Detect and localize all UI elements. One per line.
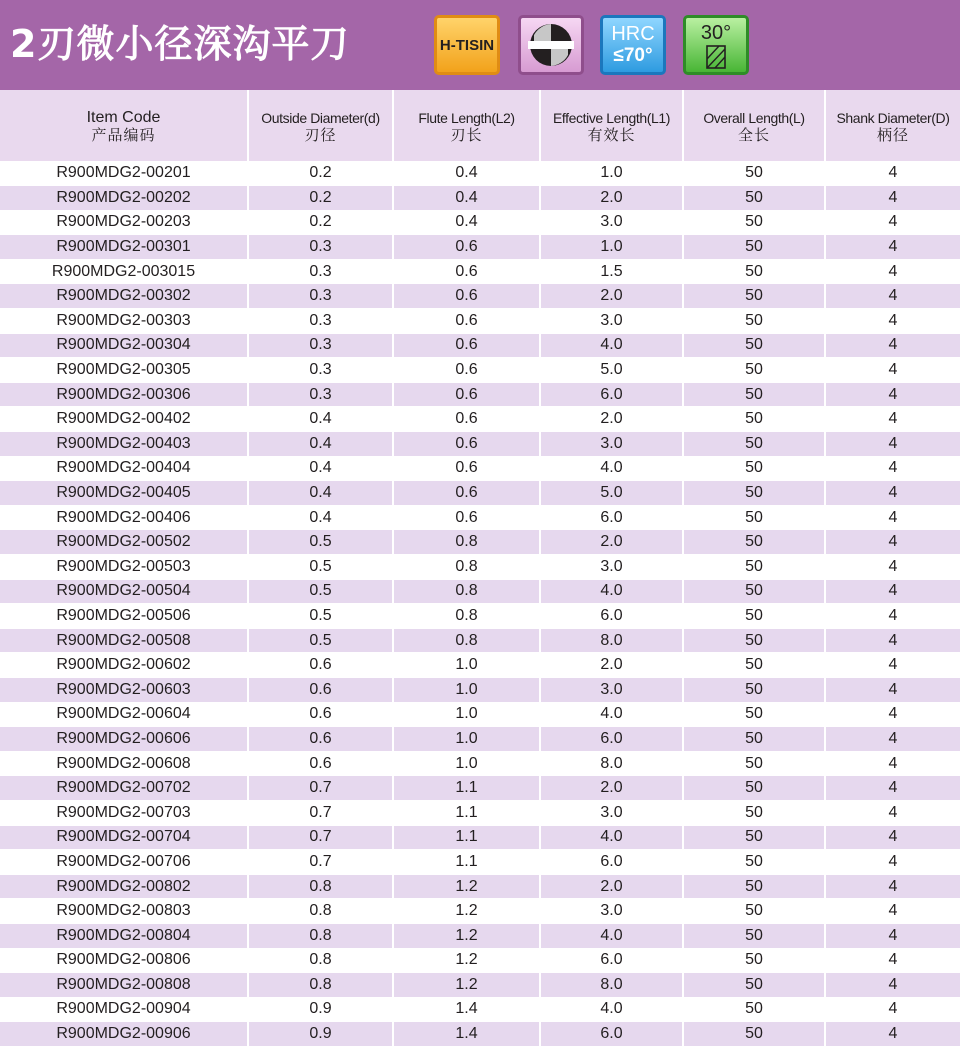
table-row bbox=[0, 432, 960, 457]
flute-length-cell: 0.6 bbox=[393, 407, 540, 432]
effective-length-cell: 4.0 bbox=[540, 456, 683, 481]
table-row bbox=[0, 309, 960, 334]
table-row bbox=[0, 628, 960, 653]
outside-diameter-cell: 0.6 bbox=[248, 751, 393, 776]
outside-diameter-cell: 0.7 bbox=[248, 850, 393, 875]
outside-diameter-cell: 0.5 bbox=[248, 555, 393, 580]
flute-length-cell: 1.0 bbox=[393, 653, 540, 678]
item-code-cell: R900MDG2-00804 bbox=[0, 923, 248, 948]
overall-length-cell: 50 bbox=[683, 997, 825, 1022]
shank-diameter-cell: 4 bbox=[825, 407, 960, 432]
flute-length-cell: 1.2 bbox=[393, 899, 540, 924]
overall-length-cell: 50 bbox=[683, 530, 825, 555]
effective-length-cell: 6.0 bbox=[540, 948, 683, 973]
helix-angle-badge bbox=[683, 15, 749, 75]
item-code-cell: R900MDG2-00704 bbox=[0, 825, 248, 850]
overall-length-cell: 50 bbox=[683, 579, 825, 604]
flute-length-cell: 1.1 bbox=[393, 800, 540, 825]
shank-diameter-cell: 4 bbox=[825, 1022, 960, 1047]
effective-length-cell: 4.0 bbox=[540, 333, 683, 358]
table-row bbox=[0, 997, 960, 1022]
flute-length-cell: 0.4 bbox=[393, 210, 540, 235]
effective-length-cell: 1.0 bbox=[540, 235, 683, 260]
flute-length-cell: 0.8 bbox=[393, 530, 540, 555]
item-code-cell: R900MDG2-00502 bbox=[0, 530, 248, 555]
effective-length-cell: 3.0 bbox=[540, 555, 683, 580]
overall-length-cell: 50 bbox=[683, 259, 825, 284]
item-code-cell: R900MDG2-00305 bbox=[0, 358, 248, 383]
effective-length-cell: 6.0 bbox=[540, 505, 683, 530]
table-row bbox=[0, 333, 960, 358]
shank-diameter-cell: 4 bbox=[825, 579, 960, 604]
header-label-cn: 有效长 bbox=[587, 127, 636, 144]
effective-length-cell: 2.0 bbox=[540, 776, 683, 801]
flute-length-cell: 0.6 bbox=[393, 235, 540, 260]
outside-diameter-cell: 0.8 bbox=[248, 923, 393, 948]
outside-diameter-cell: 0.4 bbox=[248, 505, 393, 530]
hrc-value: ≤70° bbox=[613, 45, 653, 66]
table-row bbox=[0, 407, 960, 432]
flute-length-cell: 0.4 bbox=[393, 161, 540, 186]
table-row bbox=[0, 505, 960, 530]
outside-diameter-cell: 0.6 bbox=[248, 727, 393, 752]
flute-length-cell: 1.0 bbox=[393, 677, 540, 702]
overall-length-header bbox=[683, 90, 825, 161]
header-label-en: Outside Diameter(d) bbox=[261, 110, 380, 126]
overall-length-cell: 50 bbox=[683, 555, 825, 580]
flute-length-cell: 1.1 bbox=[393, 776, 540, 801]
flute-length-cell: 0.6 bbox=[393, 456, 540, 481]
item-code-cell: R900MDG2-00703 bbox=[0, 800, 248, 825]
table-row bbox=[0, 259, 960, 284]
item-code-cell: R900MDG2-00802 bbox=[0, 874, 248, 899]
flute-length-cell: 1.2 bbox=[393, 973, 540, 998]
outside-diameter-cell: 0.3 bbox=[248, 309, 393, 334]
effective-length-cell: 6.0 bbox=[540, 382, 683, 407]
shank-diameter-cell: 4 bbox=[825, 382, 960, 407]
shank-diameter-cell: 4 bbox=[825, 874, 960, 899]
outside-diameter-cell: 0.9 bbox=[248, 997, 393, 1022]
item-code-header bbox=[0, 90, 248, 161]
flute-length-cell: 0.6 bbox=[393, 382, 540, 407]
helix-flute-icon bbox=[705, 45, 727, 69]
hardness-badge bbox=[600, 15, 666, 75]
overall-length-cell: 50 bbox=[683, 677, 825, 702]
overall-length-cell: 50 bbox=[683, 235, 825, 260]
outside-diameter-cell: 0.4 bbox=[248, 481, 393, 506]
outside-diameter-cell: 0.7 bbox=[248, 825, 393, 850]
table-row bbox=[0, 186, 960, 211]
outside-diameter-cell: 0.4 bbox=[248, 432, 393, 457]
effective-length-cell: 3.0 bbox=[540, 432, 683, 457]
header-label-en: Effective Length(L1) bbox=[552, 110, 671, 126]
shank-diameter-cell: 4 bbox=[825, 186, 960, 211]
item-code-cell: R900MDG2-00303 bbox=[0, 309, 248, 334]
item-code-cell: R900MDG2-00603 bbox=[0, 677, 248, 702]
shank-diameter-cell: 4 bbox=[825, 210, 960, 235]
flute-length-cell: 1.2 bbox=[393, 874, 540, 899]
outside-diameter-cell: 0.6 bbox=[248, 702, 393, 727]
shank-diameter-cell: 4 bbox=[825, 456, 960, 481]
header-label-cn: 刃径 bbox=[304, 127, 337, 144]
shank-diameter-cell: 4 bbox=[825, 727, 960, 752]
header-label-cn: 产品编码 bbox=[91, 127, 156, 144]
table-row bbox=[0, 210, 960, 235]
overall-length-cell: 50 bbox=[683, 727, 825, 752]
outside-diameter-cell: 0.2 bbox=[248, 186, 393, 211]
item-code-cell: R900MDG2-00702 bbox=[0, 776, 248, 801]
overall-length-cell: 50 bbox=[683, 309, 825, 334]
outside-diameter-cell: 0.4 bbox=[248, 456, 393, 481]
outside-diameter-cell: 0.5 bbox=[248, 628, 393, 653]
overall-length-cell: 50 bbox=[683, 210, 825, 235]
effective-length-cell: 4.0 bbox=[540, 579, 683, 604]
item-code-cell: R900MDG2-00203 bbox=[0, 210, 248, 235]
shank-diameter-cell: 4 bbox=[825, 948, 960, 973]
table-header bbox=[0, 90, 960, 161]
header-label-cn: 全长 bbox=[737, 127, 770, 144]
outside-diameter-cell: 0.4 bbox=[248, 407, 393, 432]
outside-diameter-cell: 0.6 bbox=[248, 677, 393, 702]
effective-length-cell: 6.0 bbox=[540, 604, 683, 629]
table-row bbox=[0, 456, 960, 481]
overall-length-cell: 50 bbox=[683, 161, 825, 186]
effective-length-cell: 8.0 bbox=[540, 751, 683, 776]
flute-length-cell: 0.8 bbox=[393, 555, 540, 580]
title-banner bbox=[0, 0, 960, 90]
overall-length-cell: 50 bbox=[683, 923, 825, 948]
shank-diameter-cell: 4 bbox=[825, 973, 960, 998]
table-row bbox=[0, 579, 960, 604]
shank-diameter-cell: 4 bbox=[825, 161, 960, 186]
table-row bbox=[0, 284, 960, 309]
table-row bbox=[0, 973, 960, 998]
overall-length-cell: 50 bbox=[683, 776, 825, 801]
flute-length-cell: 1.2 bbox=[393, 948, 540, 973]
table-row bbox=[0, 530, 960, 555]
page-title: 2刃微小径深沟平刀 bbox=[10, 22, 350, 66]
overall-length-cell: 50 bbox=[683, 751, 825, 776]
outside-diameter-cell: 0.7 bbox=[248, 800, 393, 825]
outside-diameter-cell: 0.9 bbox=[248, 1022, 393, 1047]
overall-length-cell: 50 bbox=[683, 874, 825, 899]
table-row bbox=[0, 604, 960, 629]
table-row bbox=[0, 677, 960, 702]
table-row bbox=[0, 382, 960, 407]
flute-length-cell: 1.2 bbox=[393, 923, 540, 948]
item-code-cell: R900MDG2-00405 bbox=[0, 481, 248, 506]
flute-length-cell: 0.8 bbox=[393, 579, 540, 604]
outside-diameter-cell: 0.3 bbox=[248, 284, 393, 309]
header-label-cn: 柄径 bbox=[876, 127, 909, 144]
table-row bbox=[0, 825, 960, 850]
item-code-cell: R900MDG2-00606 bbox=[0, 727, 248, 752]
flute-length-cell: 0.6 bbox=[393, 259, 540, 284]
shank-diameter-cell: 4 bbox=[825, 628, 960, 653]
overall-length-cell: 50 bbox=[683, 456, 825, 481]
outside-diameter-cell: 0.3 bbox=[248, 358, 393, 383]
shank-diameter-cell: 4 bbox=[825, 702, 960, 727]
flute-length-cell: 0.6 bbox=[393, 358, 540, 383]
outside-diameter-cell: 0.5 bbox=[248, 530, 393, 555]
table-row bbox=[0, 874, 960, 899]
effective-length-cell: 5.0 bbox=[540, 481, 683, 506]
effective-length-cell: 6.0 bbox=[540, 727, 683, 752]
shank-diameter-cell: 4 bbox=[825, 751, 960, 776]
flute-length-cell: 0.6 bbox=[393, 333, 540, 358]
table-row bbox=[0, 850, 960, 875]
item-code-cell: R900MDG2-00503 bbox=[0, 555, 248, 580]
shank-diameter-cell: 4 bbox=[825, 604, 960, 629]
shank-diameter-cell: 4 bbox=[825, 899, 960, 924]
effective-length-cell: 1.0 bbox=[540, 161, 683, 186]
outside-diameter-cell: 0.3 bbox=[248, 259, 393, 284]
spec-table bbox=[0, 90, 960, 1047]
overall-length-cell: 50 bbox=[683, 973, 825, 998]
header-label-en: Item Code bbox=[86, 109, 161, 126]
table-row bbox=[0, 751, 960, 776]
shank-diameter-cell: 4 bbox=[825, 235, 960, 260]
item-code-cell: R900MDG2-00604 bbox=[0, 702, 248, 727]
shank-diameter-cell: 4 bbox=[825, 284, 960, 309]
shank-diameter-cell: 4 bbox=[825, 481, 960, 506]
effective-length-cell: 4.0 bbox=[540, 997, 683, 1022]
effective-length-cell: 3.0 bbox=[540, 899, 683, 924]
item-code-cell: R900MDG2-00508 bbox=[0, 628, 248, 653]
outside-diameter-cell: 0.2 bbox=[248, 210, 393, 235]
header-label-en: Overall Length(L) bbox=[703, 110, 805, 126]
table-row bbox=[0, 923, 960, 948]
overall-length-cell: 50 bbox=[683, 481, 825, 506]
table-row bbox=[0, 1022, 960, 1047]
effective-length-cell: 3.0 bbox=[540, 309, 683, 334]
overall-length-cell: 50 bbox=[683, 653, 825, 678]
shank-diameter-cell: 4 bbox=[825, 850, 960, 875]
table-row bbox=[0, 899, 960, 924]
spec-table-container bbox=[0, 90, 960, 1047]
outside-diameter-cell: 0.3 bbox=[248, 382, 393, 407]
flute-length-cell: 1.4 bbox=[393, 997, 540, 1022]
overall-length-cell: 50 bbox=[683, 432, 825, 457]
outside-diameter-cell: 0.3 bbox=[248, 333, 393, 358]
item-code-cell: R900MDG2-00803 bbox=[0, 899, 248, 924]
table-row bbox=[0, 948, 960, 973]
shank-diameter-cell: 4 bbox=[825, 505, 960, 530]
effective-length-cell: 8.0 bbox=[540, 628, 683, 653]
overall-length-cell: 50 bbox=[683, 407, 825, 432]
flute-length-cell: 1.1 bbox=[393, 850, 540, 875]
flute-length-cell: 0.8 bbox=[393, 604, 540, 629]
item-code-cell: R900MDG2-00402 bbox=[0, 407, 248, 432]
effective-length-cell: 4.0 bbox=[540, 702, 683, 727]
flute-length-cell: 0.6 bbox=[393, 432, 540, 457]
table-row bbox=[0, 555, 960, 580]
table-row bbox=[0, 653, 960, 678]
overall-length-cell: 50 bbox=[683, 284, 825, 309]
effective-length-cell: 4.0 bbox=[540, 923, 683, 948]
item-code-cell: R900MDG2-00602 bbox=[0, 653, 248, 678]
overall-length-cell: 50 bbox=[683, 186, 825, 211]
shank-diameter-cell: 4 bbox=[825, 358, 960, 383]
effective-length-cell: 2.0 bbox=[540, 407, 683, 432]
shank-diameter-header bbox=[825, 90, 960, 161]
item-code-cell: R900MDG2-00504 bbox=[0, 579, 248, 604]
outside-diameter-cell: 0.8 bbox=[248, 948, 393, 973]
effective-length-cell: 6.0 bbox=[540, 1022, 683, 1047]
shank-diameter-cell: 4 bbox=[825, 677, 960, 702]
flute-length-cell: 1.1 bbox=[393, 825, 540, 850]
item-code-cell: R900MDG2-00202 bbox=[0, 186, 248, 211]
header-label-cn: 刃长 bbox=[450, 127, 483, 144]
overall-length-cell: 50 bbox=[683, 800, 825, 825]
effective-length-cell: 8.0 bbox=[540, 973, 683, 998]
table-row bbox=[0, 161, 960, 186]
overall-length-cell: 50 bbox=[683, 333, 825, 358]
flute-length-cell: 1.0 bbox=[393, 727, 540, 752]
item-code-cell: R900MDG2-00906 bbox=[0, 1022, 248, 1047]
effective-length-header bbox=[540, 90, 683, 161]
shank-diameter-cell: 4 bbox=[825, 825, 960, 850]
outside-diameter-cell: 0.8 bbox=[248, 874, 393, 899]
overall-length-cell: 50 bbox=[683, 948, 825, 973]
outside-diameter-cell: 0.6 bbox=[248, 653, 393, 678]
item-code-cell: R900MDG2-00301 bbox=[0, 235, 248, 260]
outside-diameter-cell: 0.8 bbox=[248, 973, 393, 998]
shank-diameter-cell: 4 bbox=[825, 309, 960, 334]
table-row bbox=[0, 358, 960, 383]
item-code-cell: R900MDG2-00406 bbox=[0, 505, 248, 530]
table-row bbox=[0, 727, 960, 752]
shank-diameter-cell: 4 bbox=[825, 530, 960, 555]
flute-length-cell: 1.0 bbox=[393, 751, 540, 776]
outside-diameter-cell: 0.7 bbox=[248, 776, 393, 801]
flute-length-cell: 1.0 bbox=[393, 702, 540, 727]
outside-diameter-cell: 0.5 bbox=[248, 604, 393, 629]
effective-length-cell: 1.5 bbox=[540, 259, 683, 284]
overall-length-cell: 50 bbox=[683, 358, 825, 383]
header-row bbox=[0, 90, 960, 161]
shank-diameter-cell: 4 bbox=[825, 776, 960, 801]
flute-length-cell: 0.6 bbox=[393, 481, 540, 506]
effective-length-cell: 6.0 bbox=[540, 850, 683, 875]
hrc-label: HRC bbox=[611, 23, 655, 45]
item-code-cell: R900MDG2-00302 bbox=[0, 284, 248, 309]
overall-length-cell: 50 bbox=[683, 825, 825, 850]
item-code-cell: R900MDG2-00306 bbox=[0, 382, 248, 407]
helix-angle-value: 30° bbox=[700, 22, 732, 44]
item-code-cell: R900MDG2-00806 bbox=[0, 948, 248, 973]
flute-length-header bbox=[393, 90, 540, 161]
shank-diameter-cell: 4 bbox=[825, 432, 960, 457]
overall-length-cell: 50 bbox=[683, 899, 825, 924]
outside-diameter-cell: 0.2 bbox=[248, 161, 393, 186]
item-code-cell: R900MDG2-00706 bbox=[0, 850, 248, 875]
flute-length-cell: 0.6 bbox=[393, 505, 540, 530]
item-code-cell: R900MDG2-00506 bbox=[0, 604, 248, 629]
effective-length-cell: 5.0 bbox=[540, 358, 683, 383]
effective-length-cell: 3.0 bbox=[540, 800, 683, 825]
flute-length-cell: 0.4 bbox=[393, 186, 540, 211]
end-profile-badge bbox=[518, 15, 584, 75]
effective-length-cell: 3.0 bbox=[540, 210, 683, 235]
table-row bbox=[0, 235, 960, 260]
shank-diameter-cell: 4 bbox=[825, 997, 960, 1022]
flute-length-cell: 0.8 bbox=[393, 628, 540, 653]
table-row bbox=[0, 702, 960, 727]
overall-length-cell: 50 bbox=[683, 702, 825, 727]
shank-diameter-cell: 4 bbox=[825, 555, 960, 580]
coating-badge bbox=[434, 15, 500, 75]
coating-label: H-TISIN bbox=[439, 36, 495, 54]
item-code-cell: R900MDG2-00304 bbox=[0, 333, 248, 358]
item-code-cell: R900MDG2-00403 bbox=[0, 432, 248, 457]
header-label-en: Flute Length(L2) bbox=[418, 110, 515, 126]
header-label-en: Shank Diameter(D) bbox=[836, 110, 950, 126]
flute-length-cell: 1.4 bbox=[393, 1022, 540, 1047]
shank-diameter-cell: 4 bbox=[825, 653, 960, 678]
flat-end-mill-icon bbox=[526, 20, 576, 70]
effective-length-cell: 2.0 bbox=[540, 874, 683, 899]
overall-length-cell: 50 bbox=[683, 628, 825, 653]
effective-length-cell: 2.0 bbox=[540, 653, 683, 678]
shank-diameter-cell: 4 bbox=[825, 333, 960, 358]
effective-length-cell: 2.0 bbox=[540, 530, 683, 555]
item-code-cell: R900MDG2-00404 bbox=[0, 456, 248, 481]
flute-length-cell: 0.6 bbox=[393, 284, 540, 309]
item-code-cell: R900MDG2-00904 bbox=[0, 997, 248, 1022]
shank-diameter-cell: 4 bbox=[825, 923, 960, 948]
overall-length-cell: 50 bbox=[683, 505, 825, 530]
outside-diameter-cell: 0.5 bbox=[248, 579, 393, 604]
overall-length-cell: 50 bbox=[683, 850, 825, 875]
overall-length-cell: 50 bbox=[683, 382, 825, 407]
overall-length-cell: 50 bbox=[683, 604, 825, 629]
shank-diameter-cell: 4 bbox=[825, 800, 960, 825]
effective-length-cell: 2.0 bbox=[540, 284, 683, 309]
table-row bbox=[0, 800, 960, 825]
outside-diameter-header bbox=[248, 90, 393, 161]
effective-length-cell: 2.0 bbox=[540, 186, 683, 211]
flute-length-cell: 0.6 bbox=[393, 309, 540, 334]
overall-length-cell: 50 bbox=[683, 1022, 825, 1047]
outside-diameter-cell: 0.3 bbox=[248, 235, 393, 260]
item-code-cell: R900MDG2-00608 bbox=[0, 751, 248, 776]
outside-diameter-cell: 0.8 bbox=[248, 899, 393, 924]
item-code-cell: R900MDG2-003015 bbox=[0, 259, 248, 284]
effective-length-cell: 4.0 bbox=[540, 825, 683, 850]
table-body bbox=[0, 161, 960, 1046]
item-code-cell: R900MDG2-00808 bbox=[0, 973, 248, 998]
table-row bbox=[0, 481, 960, 506]
shank-diameter-cell: 4 bbox=[825, 259, 960, 284]
item-code-cell: R900MDG2-00201 bbox=[0, 161, 248, 186]
effective-length-cell: 3.0 bbox=[540, 677, 683, 702]
table-row bbox=[0, 776, 960, 801]
